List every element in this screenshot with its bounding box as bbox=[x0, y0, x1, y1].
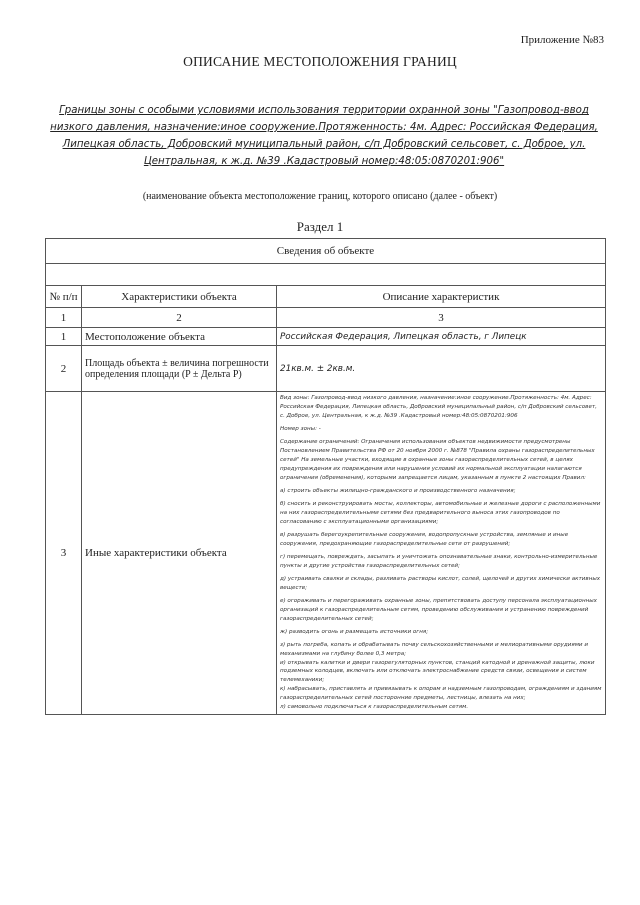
column-number-3: 3 bbox=[277, 308, 606, 328]
row-number: 2 bbox=[46, 346, 82, 392]
restriction-l: л) самовольно подключаться к газораспределительным сетям. bbox=[280, 704, 469, 711]
object-description: Границы зоны с особыми условиями использования территории охранной зоны "Газопровод-ввод низкого давления, назначение:иное сооружение.Протяженность: 4м. Адрес: Российская Федерация, Липецкая область, Добровский муниципальный район, с/п Добровский сельсовет, с. Доброе, ул. Центральная, к ж.д. №39 .Кадастровый номер:48:05:0870201:906" bbox=[50, 105, 598, 167]
restriction-b: б) сносить и реконструировать мосты, коллекторы, автомобильные и железные дороги с расположенными на них газораспределительными сетями без предварительного выноса этих газопроводов по согласованию с эксплуатационными организациями; bbox=[280, 500, 601, 525]
column-header-characteristic: Характеристики объекта bbox=[82, 286, 277, 308]
table-row bbox=[46, 392, 606, 715]
restriction-d: д) устраивать свалки и склады, разливать растворы кислот, солей, щелочей и других химически активных веществ; bbox=[280, 575, 601, 591]
appendix-number: Приложение №83 bbox=[520, 34, 604, 46]
zone-number-text: Номер зоны: - bbox=[280, 425, 321, 432]
restriction-i: и) открывать калитки и двери газорегуляторных пунктов, станций катодной и дренажной защиты, люки подземных колодцев, включать или отключать электроснабжение средств связи, освещения и систем телемеханики; bbox=[280, 659, 595, 684]
restriction-g: г) перемещать, повреждать, засыпать и уничтожать опознавательные знаки, контрольно-измерительные пункты и другие устройства газораспределительных сетей; bbox=[280, 553, 598, 569]
characteristic-area: Площадь объекта ± величина погрешности определения площади (P ± Дельта P) bbox=[82, 346, 277, 392]
restrictions-text: Содержание ограничений: Ограничения использования объектов недвижимости предусмотрены Постановлением Правительства РФ от 20 ноября 2000 г. №878 "Правила охраны газораспределительных сетей" На земельные участки, входящие в охранные зоны газораспределительных сетей, в целях предупреждения их повреждения или нарушения условий их нормальной эксплуатации налагаются ограничения (обременения), которыми запрещается лицам, указанным в пункте 2 настоящих Правил: bbox=[280, 439, 595, 481]
restriction-a: а) строить объекты жилищно-гражданского и производственного назначения; bbox=[280, 487, 516, 494]
object-caption: (наименование объекта местоположение границ, которого описано (далее - объект) bbox=[142, 191, 498, 202]
location-value: Российская Федерация, Липецкая область, г Липецк bbox=[277, 328, 606, 346]
row-number: 1 bbox=[46, 328, 82, 346]
restriction-k: к) набрасывать, приставлять и привязывать к опорам и надземным газопроводам, ограждениям и зданиям газораспределительных сетей посторонние предметы, лестницы, влезать на них; bbox=[280, 686, 602, 702]
restriction-zh: ж) разводить огонь и размещать источники огня; bbox=[280, 628, 429, 635]
column-number-2: 2 bbox=[82, 308, 277, 328]
table-row bbox=[46, 328, 606, 346]
restriction-e: е) огораживать и перегораживать охранные зоны, препятствовать доступу персонала эксплуатационных организаций к газораспределительным сетям, проведению обслуживания и устранению повреждений газораспределительных сетей; bbox=[280, 597, 597, 622]
zone-type-text: Вид зоны: Газопровод-ввод низкого давления, назначение:иное сооружение.Протяженность: 4м. Адрес: Российская Федерация, Липецкая область, Добровский муниципальный район, с/п Добровский сельсовет, с. Доброе, ул. Центральная, к ж.д. №39 .Кадастровый номер:48:05:0870201:906 bbox=[280, 395, 597, 419]
blank-row bbox=[46, 264, 606, 286]
section-title: Раздел 1 bbox=[296, 219, 344, 234]
document-title: ОПИСАНИЕ МЕСТОПОЛОЖЕНИЯ ГРАНИЦ bbox=[183, 54, 457, 69]
restriction-z: з) рыть погреба, копать и обрабатывать почву сельскохозяйственными и мелиоративными орудиями и механизмами на глубину более 0,3 метра; bbox=[280, 641, 588, 657]
column-header-description: Описание характеристик bbox=[277, 286, 606, 308]
area-value: 21кв.м. ± 2кв.м. bbox=[277, 346, 606, 392]
other-characteristics bbox=[277, 392, 606, 715]
table-heading: Сведения об объекте bbox=[46, 239, 606, 264]
row-number: 3 bbox=[46, 392, 82, 715]
column-number-1: 1 bbox=[46, 308, 82, 328]
characteristic-other: Иные характеристики объекта bbox=[82, 392, 277, 715]
restriction-v: в) разрушать берегоукрепительные сооружения, водопропускные устройства, земляные и иные сооружения, предохраняющие газораспределительные сети от разрушений; bbox=[280, 531, 569, 547]
table-row bbox=[46, 346, 606, 392]
object-info-table bbox=[45, 238, 606, 715]
characteristic-location: Местоположение объекта bbox=[82, 328, 277, 346]
column-header-number: № п/п bbox=[46, 286, 82, 308]
